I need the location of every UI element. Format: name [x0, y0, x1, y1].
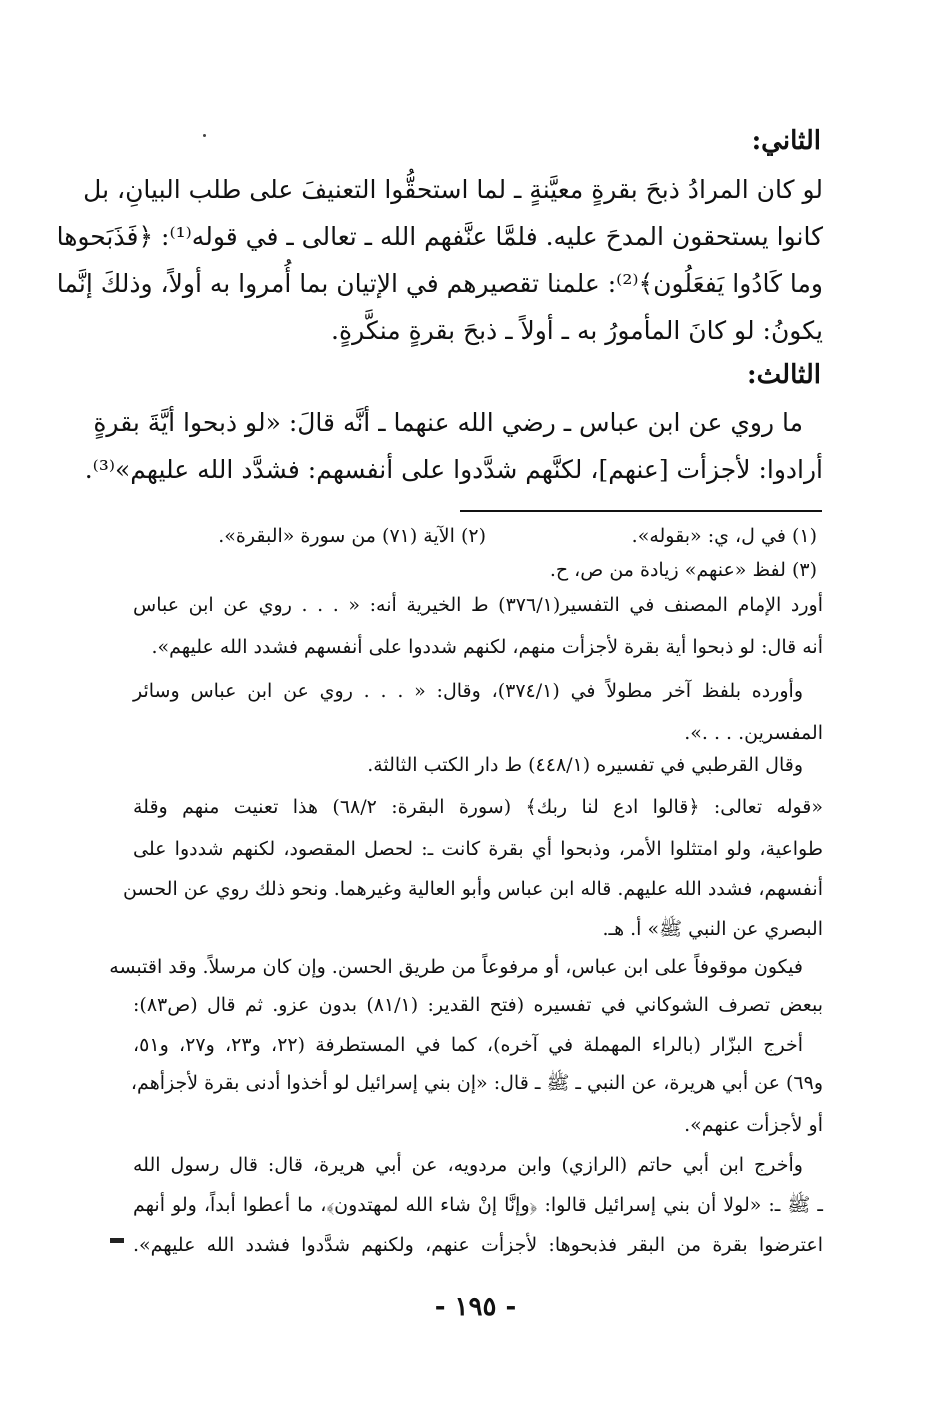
main-text-line: ما روي عن ابن عباس ـ رضي الله عنهما ـ أنَّه قالَ: «لو ذبحوا أيَّةَ بقرةٍ	[93, 408, 803, 437]
note-line: و٦٩) عن أبي هريرة، عن النبي ـ ﷺ ـ قال: «إن بني إسرائيل لو أخذوا أدنى بقرة لأجزأهم،	[130, 1072, 823, 1094]
heading-third: الثالث:	[747, 360, 821, 390]
margin-mark	[110, 1238, 124, 1243]
note-line: البصري عن النبي ﷺ» أ. هـ.	[602, 918, 823, 940]
main-text-line: كانوا يستحقون المدحَ عليه. فلمَّا عنَّفهم الله ـ تعالى ـ في قوله⁽¹⁾: ﴿فَذَبَحوها	[56, 222, 823, 251]
note-line: «قوله تعالى: ﴿قالوا ادع لنا ربك﴾ (سورة البقرة: ٦٨/٢) هذا تعنيت منهم وقلة	[133, 796, 824, 818]
note-line: أنه قال: لو ذبحوا أية بقرة لأجزأت منهم، لكنهم شددوا على أنفسهم فشدد الله عليهم».	[151, 636, 823, 658]
page-number: - ١٩٥ -	[434, 1292, 517, 1322]
main-text-line: لو كان المرادُ ذبحَ بقرةٍ معيَّنةٍ ـ لما استحقُّوا التعنيفَ على طلب البيانِ، بل	[83, 175, 823, 204]
note-line: أو لأجزأت عنهم».	[684, 1114, 823, 1136]
note-line: وقال القرطبي في تفسيره (٤٤٨/١) ط دار الكتب الثالثة.	[367, 754, 803, 776]
note-line: أورد الإمام المصنف في التفسير(٣٧٦/١) ط الخيرية أنه: « . . . روي عن ابن عباس	[133, 594, 823, 616]
note-line: وأورده بلفظ آخر مطولاً في (٣٧٤/١)، وقال: « . . . روي عن ابن عباس وسائر	[133, 680, 803, 702]
note-line: أنفسهم، فشدد الله عليهم. قاله ابن عباس وأبو العالية وغيرهما. ونحو ذلك روي عن الحسن	[123, 878, 823, 900]
scan-speck	[203, 134, 206, 137]
main-text-line: وما كَادُوا يَفعَلُون﴾⁽²⁾: علمنا تقصيرهم في الإتيان بما أُمروا به أولاً، وذلكَ إنَّما	[56, 269, 823, 298]
note-line: ببعض تصرف الشوكاني في تفسيره (فتح القدير: (٨١/١) بدون عزو. ثم قال (ص٨٣):	[133, 994, 823, 1016]
note-line: المفسرين. . . .».	[684, 722, 823, 744]
note-line: فيكون موقوفاً على ابن عباس، أو مرفوعاً من طريق الحسن. وإن كان مرسلاً. وقد اقتبسه	[109, 956, 803, 978]
main-text-line: يكونُ: لو كانَ المأمورُ به ـ أولاً ـ ذبحَ بقرةٍ منكَّرةٍ.	[331, 316, 823, 345]
heading-second: الثاني:	[751, 126, 821, 156]
footnote-separator	[460, 510, 822, 512]
note-line: طواعية، ولو امتثلوا الأمر، وذبحوا أي بقرة كانت ـ: لحصل المقصود، لكنهم شددوا على	[133, 838, 823, 860]
note-line: اعترضوا بقرة من البقر فذبحوها: لأجزأت عنهم، ولكنهم شدَّدوا فشدد الله عليهم».	[133, 1234, 823, 1256]
note-line: وأخرج ابن أبي حاتم (الرازي) وابن مردويه، عن أبي هريرة، قال: قال رسول الله	[133, 1154, 803, 1176]
note-line: أخرج البزّار (بالراء المهملة في آخره)، كما في المستطرفة (٢٢، و٢٣، و٢٧، و٥١،	[133, 1034, 803, 1056]
footnote-2: (٢) الآية (٧١) من سورة «البقرة».	[218, 525, 486, 547]
footnote-3: (٣) لفظ «عنهم» زيادة من ص، ح.	[549, 559, 817, 581]
note-line: ـ ﷺ ـ: «لولا أن بني إسرائيل قالوا: ﴿وإنَّا إنْ شاء الله لمهتدون﴾، ما أعطوا أبداً، ولو أنهم	[133, 1194, 823, 1216]
main-text-line: أرادوا: لأجزأت [عنهم]، لكنَّهم شدَّدوا على أنفسهم: فشدَّد الله عليهم»⁽³⁾.	[84, 455, 823, 484]
footnote-1: (١) في ل، ي: «بقوله».	[631, 525, 817, 547]
